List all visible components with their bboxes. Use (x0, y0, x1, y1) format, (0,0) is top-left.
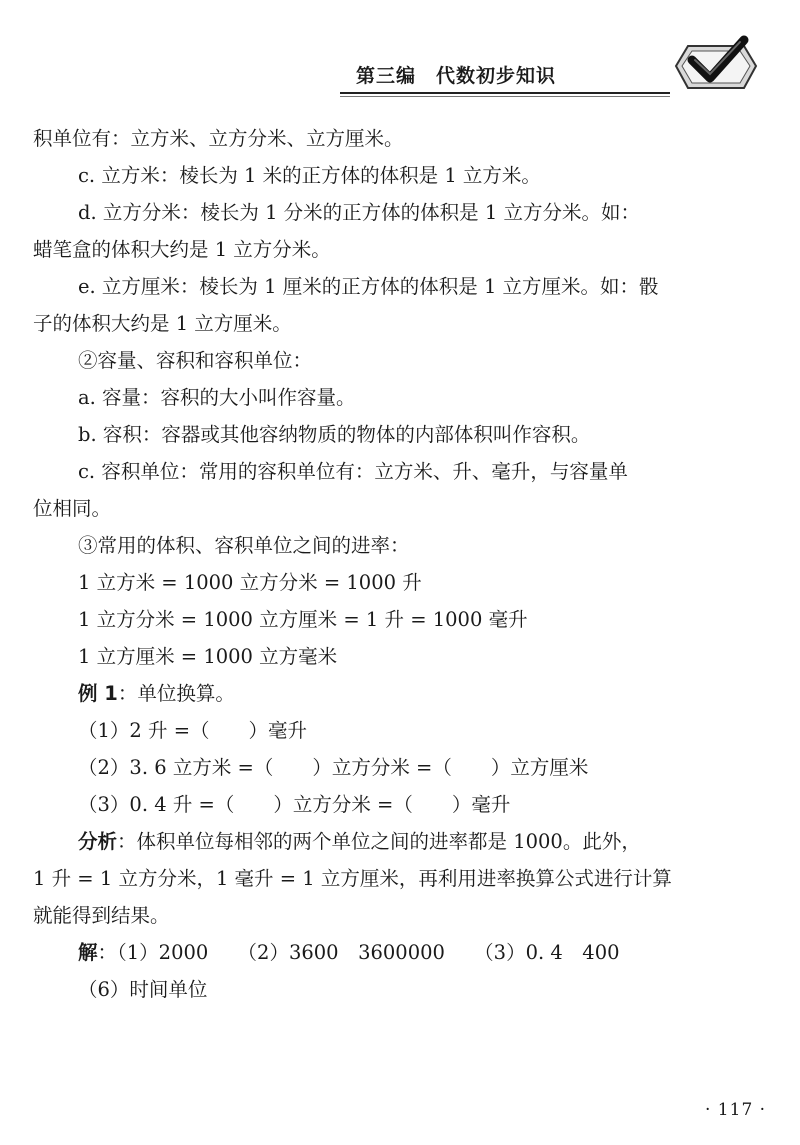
checkmark-emblem-icon (662, 30, 762, 102)
example-heading (0, 675, 800, 712)
example-label: 例 1 (78, 682, 118, 705)
text-line: a. 容量：容积的大小叫作容量。 (78, 386, 356, 409)
text-line: 蜡笔盒的体积大约是 1 立方分米。 (33, 238, 331, 261)
header-rule-thin (340, 96, 670, 97)
text-line: ③常用的体积、容积单位之间的进率： (78, 534, 410, 557)
example-question: （3）0. 4 升 =（ ）立方分米 =（ ）毫升 (78, 793, 511, 816)
formula-line: 1 立方厘米 = 1000 立方毫米 (78, 645, 338, 668)
analysis-line: 就能得到结果。 (33, 904, 170, 927)
text-line: 积单位有：立方米、立方分米、立方厘米。 (33, 127, 404, 150)
text-line: d. 立方分米：棱长为 1 分米的正方体的体积是 1 立方分米。如： (78, 201, 640, 224)
text-line: b. 容积：容器或其他容纳物质的物体的内部体积叫作容积。 (78, 423, 591, 446)
section-heading: （6）时间单位 (78, 978, 208, 1001)
text-line: 子的体积大约是 1 立方厘米。 (33, 312, 292, 335)
formula-line: 1 立方米 = 1000 立方分米 = 1000 升 (78, 571, 422, 594)
analysis-text: ：体积单位每相邻的两个单位之间的进率都是 1000。此外， (117, 830, 641, 853)
page-number: · 117 · (705, 1100, 767, 1120)
solution-line (0, 934, 800, 971)
page-header (0, 0, 800, 110)
text-line: 位相同。 (33, 497, 112, 520)
text-line: c. 立方米：棱长为 1 米的正方体的体积是 1 立方米。 (78, 164, 541, 187)
text-line: ②容量、容积和容积单位： (78, 349, 313, 372)
header-rule (340, 92, 670, 94)
chapter-title: 第三编 代数初步知识 (356, 65, 557, 87)
analysis-line: 1 升 = 1 立方分米，1 毫升 = 1 立方厘米，再利用进率换算公式进行计算 (33, 867, 672, 890)
text-line: e. 立方厘米：棱长为 1 厘米的正方体的体积是 1 立方厘米。如：骰 (78, 275, 659, 298)
solution-label: 解 (78, 941, 98, 964)
solution-text: ：（1）2000 （2）3600 3600000 （3）0. 4 400 (97, 941, 620, 964)
analysis-line (0, 823, 800, 860)
example-question: （1）2 升 =（ ）毫升 (78, 719, 308, 742)
text-line: c. 容积单位：常用的容积单位有：立方米、升、毫升，与容量单 (78, 460, 628, 483)
formula-line: 1 立方分米 = 1000 立方厘米 = 1 升 = 1000 毫升 (78, 608, 528, 631)
analysis-label: 分析 (78, 830, 118, 853)
example-question: （2）3. 6 立方米 =（ ）立方分米 =（ ）立方厘米 (78, 756, 589, 779)
example-title: ：单位换算。 (117, 682, 235, 705)
page-body (0, 120, 800, 1008)
